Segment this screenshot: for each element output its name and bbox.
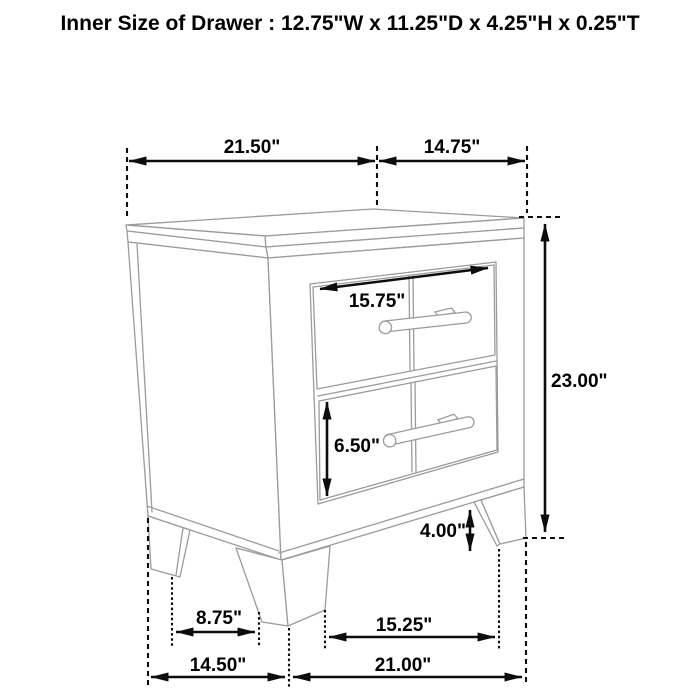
page-title: Inner Size of Drawer : 12.75"W x 11.25"D x 4.25"H x 0.25"T xyxy=(60,12,640,35)
dim-base-depth-label: 14.50" xyxy=(189,655,247,676)
dim-base-width xyxy=(293,655,522,677)
dim-top-depth xyxy=(379,137,525,161)
dim-leg-height-label: 4.00" xyxy=(420,521,466,542)
dim-leg-spacing-front-label: 15.25" xyxy=(375,615,433,636)
dim-base-width-label: 21.00" xyxy=(374,655,432,676)
dim-leg-spacing-front xyxy=(329,615,495,637)
dim-overall-height xyxy=(545,224,608,532)
dim-leg-spacing-side-label: 8.75" xyxy=(196,608,242,629)
leg-front-left-front xyxy=(282,546,330,626)
left-side-panel xyxy=(128,242,281,560)
dim-leg-spacing-side xyxy=(176,608,255,632)
leg-front-left-side xyxy=(236,548,288,626)
dim-top-depth-label: 14.75" xyxy=(423,137,481,158)
dim-drawer-width-label: 15.75" xyxy=(348,291,406,312)
dim-drawer-height-label: 6.50" xyxy=(334,436,380,457)
dim-top-width-label: 21.50" xyxy=(223,137,281,158)
handle-end-cap xyxy=(379,321,393,335)
dim-base-depth xyxy=(151,655,285,677)
dim-overall-height-label: 23.00" xyxy=(551,371,608,392)
dim-top-width xyxy=(129,137,375,161)
